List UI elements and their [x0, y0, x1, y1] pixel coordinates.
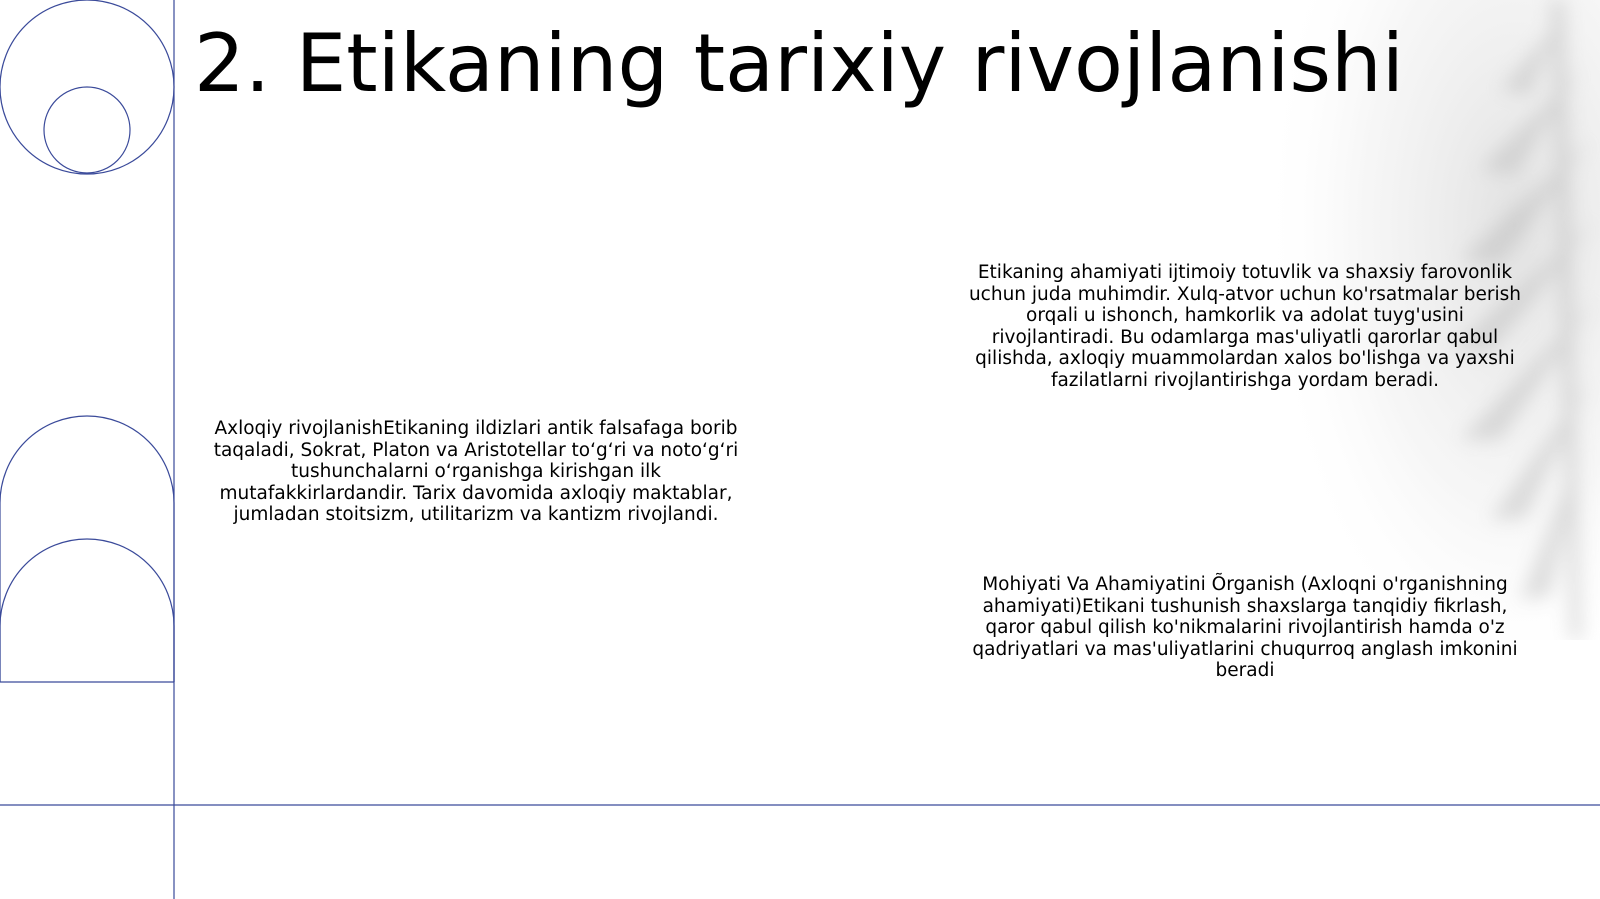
essence-paragraph: Mohiyati Va Ahamiyatini Õrganish (Axloqni o'rganishning ahamiyati)Etikani tushunish shaxslarga tanqidiy fikrlash, qaror qabul qilish ko'nikmalarini rivojlantirish hamda o'z qadriyatlari va mas'uliyatlarini chuqurroq anglash imkonini beradi: [972, 574, 1518, 681]
slide-title: 2. Etikaning tarixiy rivojlanishi: [194, 17, 1404, 110]
history-paragraph: Axloqiy rivojlanishEtikaning ildizlari antik falsafaga borib taqaladi, Sokrat, Platon va Aristotellar to‘g‘ri va noto‘g‘ri tushunchalarni o‘rganishga kirishgan ilk mutafakkirlardandir. Tarix davomida axloqiy maktablar, jumladan stoitsizm, utilitarizm va kantizm rivojlandi.: [213, 418, 739, 525]
importance-paragraph: Etikaning ahamiyati ijtimoiy totuvlik va shaxsiy farovonlik uchun juda muhimdir. Xulq-atvor uchun ko'rsatmalar berish orqali u ishonch, hamkorlik va adolat tuyg'usini rivojlantiradi. Bu odamlarga mas'uliyatli qarorlar qabul qilishda, axloqiy muammolardan xalos bo'lishga va yaxshi fazilatlarni rivojlantirishga yordam beradi.: [968, 262, 1522, 391]
